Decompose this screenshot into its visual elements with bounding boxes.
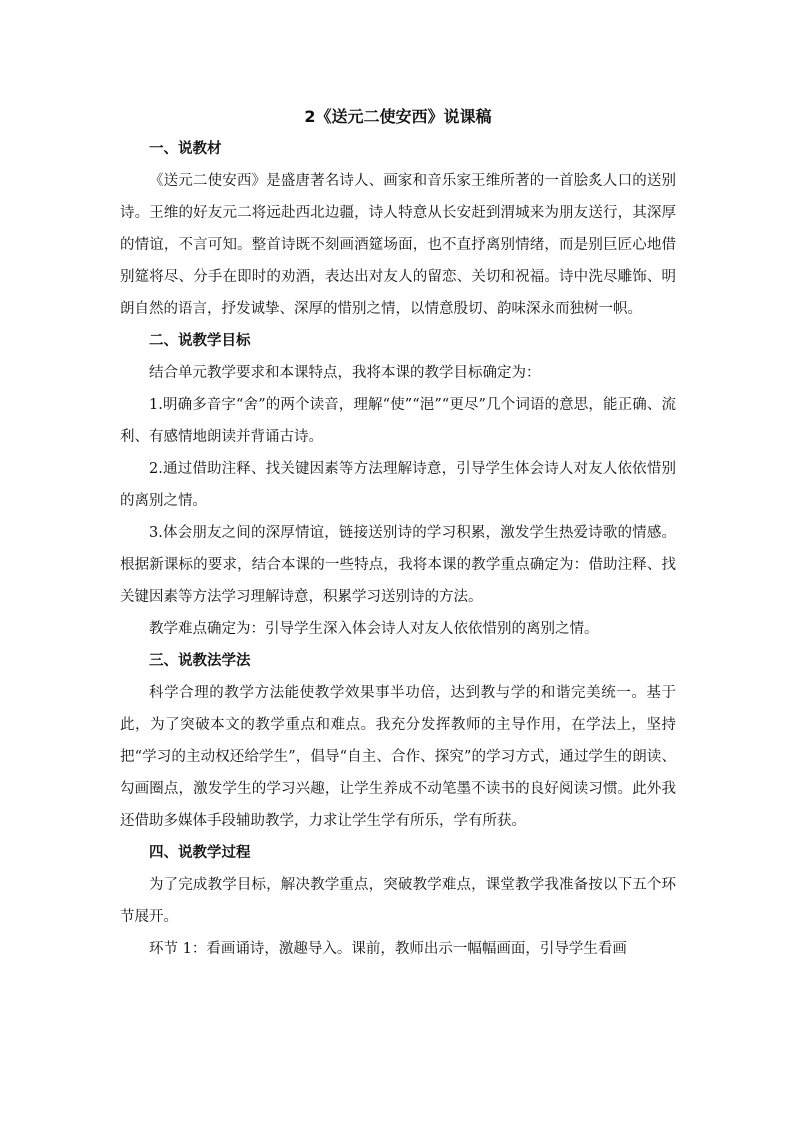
goal-item-2: 2.通过借助注释、找关键因素等方法理解诗意，引导学生体会诗人对友人依依惜别的离别之情。	[120, 461, 676, 509]
document-title: 2《送元二使安西》说课稿	[304, 107, 492, 126]
goal-item-1: 1.明确多音字“舍”的两个读音，理解“使”“浥”“更尽”几个词语的意思，能正确、流利、有感情地朗读并背诵古诗。	[120, 397, 676, 445]
section-heading: 三、说教法学法	[149, 653, 251, 669]
paragraph: 《送元二使安西》是盛唐著名诗人、画家和音乐家王维所著的一首脍炙人口的送别诗。王维的好友元二将远赴西北边疆，诗人特意从长安赶到渭城来为朋友送行，其深厚的情谊，不言可知。整首诗既不刻画酒筵场面，也不直抒离别情绪，而是别巨匠心地借别筵将尽、分手在即时的劝酒，表达出对友人的留恋、关切和祝福。诗中洗尽雕饰、明朗自然的语言，抒发诚挚、深厚的惜别之情，以情意殷切、韵味深永而独树一帜。	[120, 173, 676, 317]
document-body	[120, 101, 676, 965]
goal-item-3: 3.体会朋友之间的深厚情谊，链接送别诗的学习积累，激发学生热爱诗歌的情感。根据新课标的要求，结合本课的一些特点，我将本课的教学重点确定为：借助注释、找关键因素等方法学习理解诗意，积累学习送别诗的方法。	[120, 525, 676, 605]
paragraph: 环节 1：看画诵诗，激趣导入。课前，教师出示一幅幅画面，引导学生看画	[149, 941, 627, 957]
paragraph: 教学难点确定为：引导学生深入体会诗人对友人依依惜别的离别之情。	[149, 621, 599, 637]
section-teaching-process	[120, 837, 676, 965]
section-heading: 一、说教材	[149, 141, 222, 157]
section-teaching-methods	[120, 645, 676, 837]
paragraph: 为了完成教学目标，解决教学重点，突破教学难点，课堂教学我准备按以下五个环节展开。	[120, 877, 676, 925]
paragraph: 结合单元教学要求和本课特点，我将本课的教学目标确定为：	[149, 365, 541, 381]
section-textbook	[120, 133, 676, 325]
section-teaching-goals	[120, 325, 676, 645]
section-heading: 二、说教学目标	[149, 333, 251, 349]
section-heading: 四、说教学过程	[149, 845, 251, 861]
paragraph: 科学合理的教学方法能使教学效果事半功倍，达到教与学的和谐完美统一。基于此，为了突破本文的教学重点和难点。我充分发挥教师的主导作用，在学法上，坚持把“学习的主动权还给学生”，倡导“自主、合作、探究”的学习方式，通过学生的朗读、勾画圈点，激发学生的学习兴趣，让学生养成不动笔墨不读书的良好阅读习惯。此外我还借助多媒体手段辅助教学，力求让学生学有所乐，学有所获。	[120, 685, 676, 829]
